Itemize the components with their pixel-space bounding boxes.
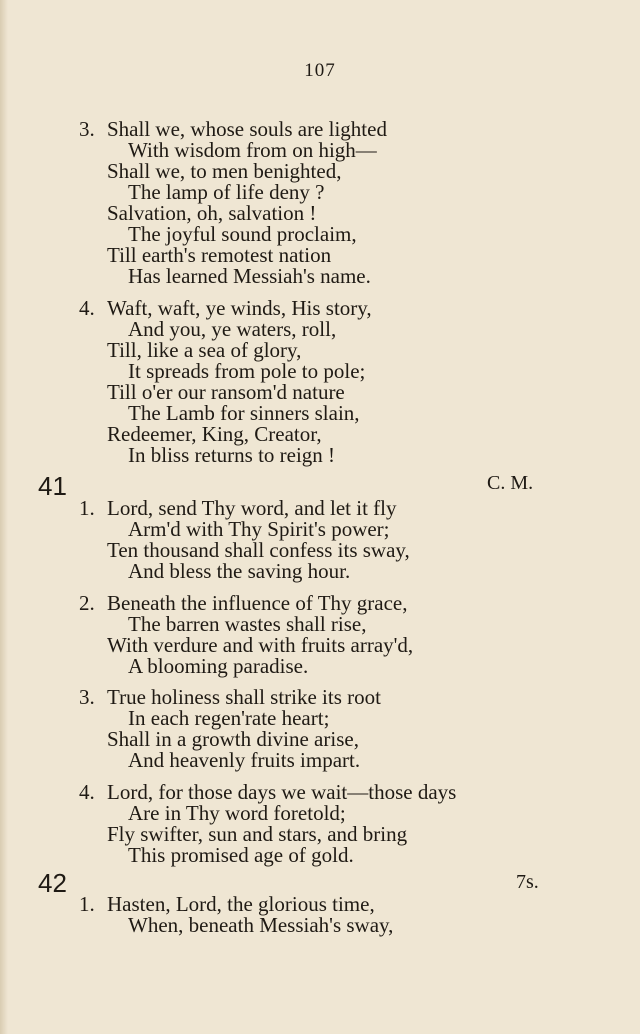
- hymn-line: This promised age of gold.: [128, 843, 354, 867]
- hymn-line: In each regen'rate heart;: [128, 706, 330, 730]
- hymn-line: The lamp of life deny ?: [128, 180, 325, 204]
- hymn-line: And you, ye waters, roll,: [128, 317, 337, 341]
- hymn-line: Till, like a sea of glory,: [107, 338, 302, 362]
- hymn-line: The barren wastes shall rise,: [128, 612, 367, 636]
- hymn-line: Beneath the influence of Thy grace,: [107, 591, 408, 615]
- hymn-line: The Lamb for sinners slain,: [128, 401, 360, 425]
- hymn-line: Salvation, oh, salvation !: [107, 201, 317, 225]
- hymn-line: It spreads from pole to pole;: [128, 359, 366, 383]
- hymn-line: Waft, waft, ye winds, His story,: [107, 296, 372, 320]
- hymn-line: The joyful sound proclaim,: [128, 222, 357, 246]
- hymn-line: When, beneath Messiah's sway,: [128, 913, 394, 937]
- hymn-meter: C. M.: [487, 472, 534, 494]
- hymn-meter: 7s.: [516, 871, 539, 893]
- hymn-line: Till earth's remotest nation: [107, 243, 332, 267]
- stanza-number: 1.: [79, 496, 95, 520]
- hymn-line: Shall in a growth divine arise,: [107, 727, 359, 751]
- hymn-line: Ten thousand shall confess its sway,: [107, 538, 410, 562]
- hymn-line: Are in Thy word foretold;: [128, 801, 346, 825]
- hymn-line: And heavenly fruits impart.: [128, 748, 361, 772]
- stanza-number: 4.: [79, 780, 95, 804]
- hymn-line: Till o'er our ransom'd nature: [107, 380, 345, 404]
- hymn-line: Shall we, to men benighted,: [107, 159, 342, 183]
- hymn-line: Hasten, Lord, the glorious time,: [107, 892, 375, 916]
- hymn-line: In bliss returns to reign !: [128, 443, 336, 467]
- hymn-line: Has learned Messiah's name.: [128, 264, 371, 288]
- hymn-line: True holiness shall strike its root: [107, 685, 381, 709]
- hymn-line: Shall we, whose souls are lighted: [107, 117, 387, 141]
- stanza-number: 3.: [79, 685, 95, 709]
- stanza-number: 4.: [79, 296, 95, 320]
- hymn-number: 41: [38, 471, 67, 501]
- hymn-line: Lord, for those days we wait—those days: [107, 780, 457, 804]
- hymn-line: Fly swifter, sun and stars, and bring: [107, 822, 408, 846]
- hymn-line: Arm'd with Thy Spirit's power;: [128, 517, 390, 541]
- hymn-number: 42: [38, 868, 67, 898]
- hymn-line: A blooming paradise.: [128, 654, 309, 678]
- hymn-line: With wisdom from on high—: [128, 138, 377, 162]
- hymn-line: And bless the saving hour.: [128, 559, 351, 583]
- stanza-number: 2.: [79, 591, 95, 615]
- stanza-number: 1.: [79, 892, 95, 916]
- page-number: 107: [304, 60, 336, 81]
- hymn-line: Lord, send Thy word, and let it fly: [107, 496, 397, 520]
- hymn-line: Redeemer, King, Creator,: [107, 422, 322, 446]
- page-edge: [0, 0, 8, 1034]
- stanza-number: 3.: [79, 117, 95, 141]
- hymn-line: With verdure and with fruits array'd,: [107, 633, 414, 657]
